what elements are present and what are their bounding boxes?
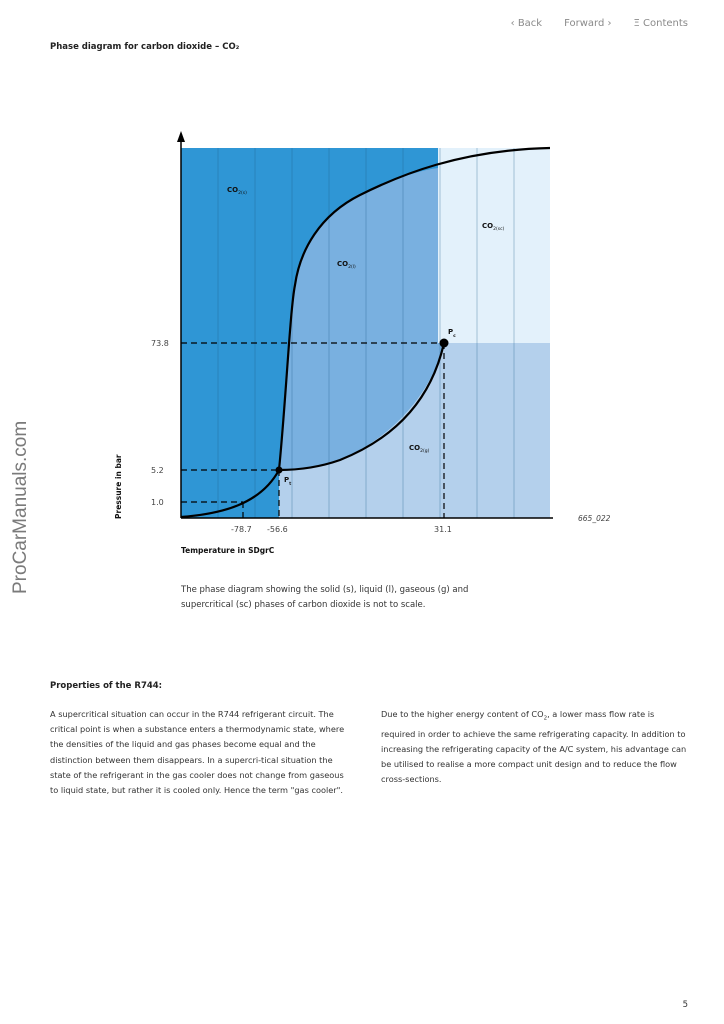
contents-link[interactable]: Ξ Contents: [633, 18, 688, 29]
forward-link[interactable]: Forward ›: [564, 18, 612, 29]
y-tick-5-2: 5.2: [151, 466, 164, 475]
watermark: ProCarManuals.com: [10, 420, 31, 594]
x-tick-78-7: -78.7: [231, 525, 252, 534]
label-liquid: $CO_2(l)$: [337, 260, 356, 270]
figure-code: 665_022: [578, 514, 611, 523]
label-gas: $CO_2(g)$: [409, 444, 430, 454]
y-axis-arrow-icon: [177, 131, 185, 142]
x-tick-56-6: -56.6: [267, 525, 288, 534]
figure-caption: The phase diagram showing the solid (s), liquid (l), gaseous (g) and supercritical (sc) phases of carbon dioxide is not to scale.: [181, 585, 469, 610]
label-solid: $CO_2(s)$: [227, 186, 247, 196]
back-link[interactable]: ‹ Back: [510, 18, 543, 29]
y-tick-1-0: 1.0: [151, 498, 164, 507]
supercritical-region: [438, 148, 550, 343]
label-supercritical: $CO_2(sc)$: [482, 222, 505, 232]
label-critical-point: $P_c$: [448, 328, 456, 339]
body-column-left: A supercritical situation can occur in the R744 refrigerant circuit. The critical point is when a substance enters a thermodynamic state, where the densities of the liquid and gas phases become equal and the distinction between them disappears. In a supercri-tical situation the state of the refrigerant in the gas cooler does not change from gaseous to liquid state, but rather it is cooled only. Hence the term "gas cooler".: [50, 709, 345, 796]
y-tick-73-8: 73.8: [151, 339, 169, 348]
triple-point: [276, 467, 283, 474]
y-axis-label: Pressure in bar: [114, 454, 123, 519]
critical-point: [440, 339, 449, 348]
page-title: Phase diagram for carbon dioxide – CO₂: [50, 42, 240, 52]
x-axis-label: Temperature in SDgrC: [181, 546, 275, 555]
body-column-right: Due to the higher energy content of $CO_2$, a lower mass flow rate is required in order to achieve the same refrigerating capacity. In addition to increasing the refrigerating capacity of the A/C system, his advantage can be utilised to realise a more compact unit design and to reduce the flow cross-sections.: [381, 709, 687, 785]
x-tick-31-1: 31.1: [434, 525, 452, 534]
section-heading: Properties of the R744:: [50, 681, 163, 691]
label-triple-point: $P_t$: [284, 476, 292, 487]
page-number: 5: [682, 1000, 688, 1010]
